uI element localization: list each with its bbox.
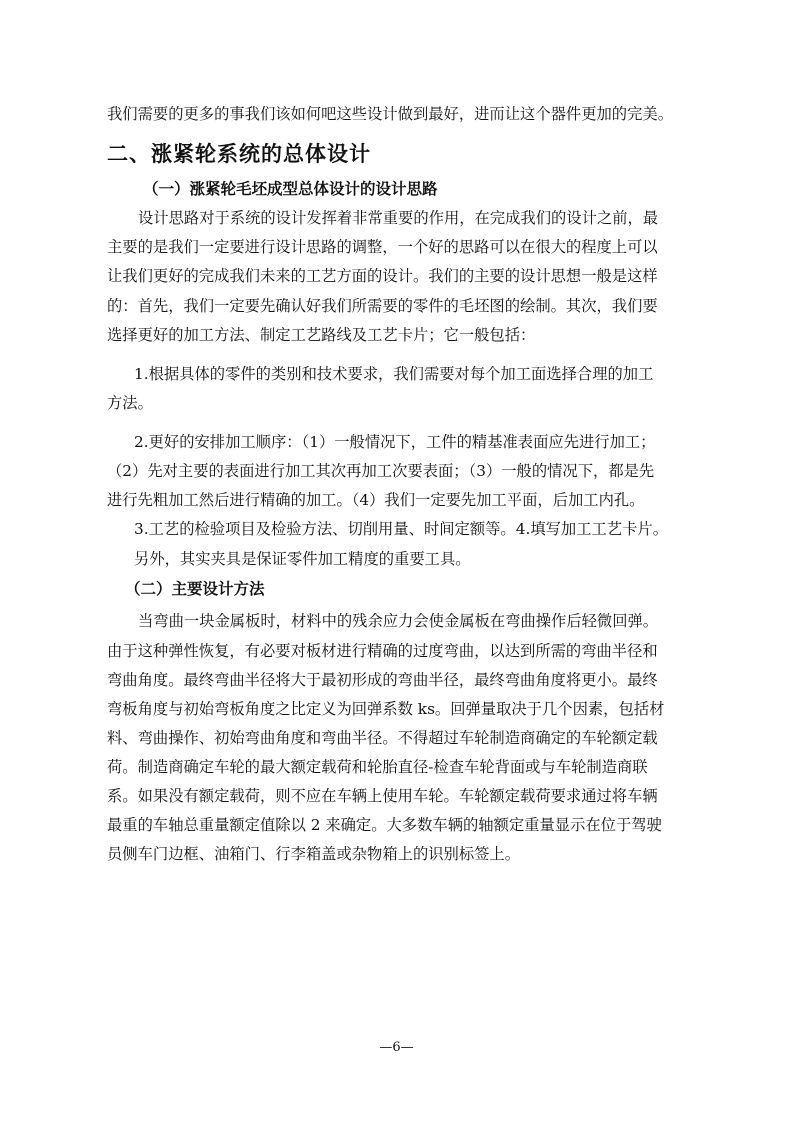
paragraph-line: 系。如果没有额定载荷，则不应在车辆上使用车轮。车轮额定载荷要求通过将车辆 [107,787,658,805]
list-item: 1.根据具体的零件的类别和技术要求，我们需要对每个加工面选择合理的加工 [134,365,654,383]
list-item: 3.工艺的检验项目及检验方法、切削用量、时间定额等。4.填写加工工艺卡片。 [134,520,668,538]
paragraph-line: 方法。 [107,394,153,412]
paragraph-line: 弯板角度与初始弯板角度之比定义为回弹系数 ks。回弹量取决于几个因素，包括材 [107,700,665,718]
paragraph-line: 主要的是我们一定要进行设计思路的调整，一个好的思路可以在很大的程度上可以 [107,238,658,256]
paragraph-line: 选择更好的加工方法、制定工艺路线及工艺卡片；它一般包括： [107,326,536,344]
paragraph-line: 弯曲角度。最终弯曲半径将大于最初形成的弯曲半径，最终弯曲角度将更小。最终 [107,671,658,689]
paragraph-line: 设计思路对于系统的设计发挥着非常重要的作用，在完成我们的设计之前，最 [138,209,659,227]
paragraph-line: 由于这种弹性恢复，有必要对板材进行精确的过度弯曲，以达到所需的弯曲半径和 [107,642,658,660]
section-heading: 二、涨紧轮系统的总体设计 [107,142,371,166]
paragraph-line: 我们需要的更多的事我们该如何吧这些设计做到最好，进而让这个器件更加的完美。 [107,105,673,123]
paragraph-line: 最重的车轴总重量额定值除以 2 来确定。大多数车辆的轴额定重量显示在位于驾驶 [107,816,662,834]
paragraph-line: 员侧车门边框、油箱门、行李箱盖或杂物箱上的识别标签上。 [107,845,521,863]
paragraph-line: 另外，其实夹具是保证零件加工精度的重要工具。 [134,550,471,568]
paragraph-line: 的：首先，我们一定要先确认好我们所需要的零件的毛坯图的绘制。其次，我们要 [107,297,658,315]
paragraph-line: 料、弯曲操作、初始弯曲角度和弯曲半径。不得超过车轮制造商确定的车轮额定载 [107,729,658,747]
list-item: 2.更好的安排加工顺序：（1）一般情况下，工件的精基准表面应先进行加工； [134,433,656,451]
paragraph-line: 当弯曲一块金属板时，材料中的残余应力会使金属板在弯曲操作后轻微回弹。 [138,612,659,630]
paragraph-line: 进行先粗加工然后进行精确的加工。（4）我们一定要先加工平面，后加工内孔。 [107,491,645,509]
paragraph-line: （2）先对主要的表面进行加工其次再加工次要表面；（3）一般的情况下，都是先 [107,462,655,480]
subsection-heading-2: （二）主要设计方法 [125,580,265,598]
paragraph-line: 荷。制造商确定车轮的最大额定载荷和轮胎直径-检查车轮背面或与车轮制造商联 [107,758,648,776]
paragraph-line: 让我们更好的完成我们未来的工艺方面的设计。我们的主要的设计思想一般是这样 [107,267,658,285]
page-number: —6— [379,1040,414,1055]
subsection-heading-1: （一）涨紧轮毛坯成型总体设计的设计思路 [143,180,438,198]
